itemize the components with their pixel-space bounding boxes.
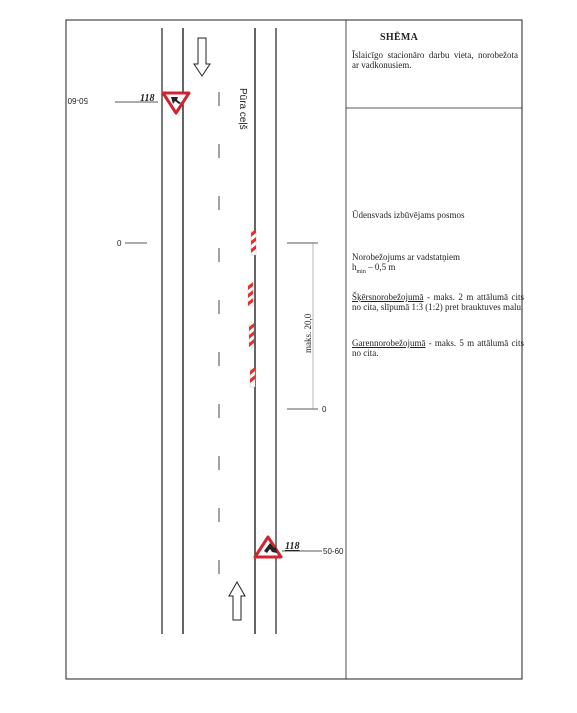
marker-label-bottom-right: 50-60 <box>323 547 344 556</box>
legend-long-note <box>352 338 524 358</box>
legend-cross-term: Šķērsnorobežojumā <box>352 292 424 302</box>
barrier-segment <box>250 367 255 387</box>
marker-label-left-zero: 0 <box>117 239 122 248</box>
arrow-down-icon <box>194 38 210 76</box>
legend-title: SHĒMA <box>380 32 419 43</box>
legend-intro: Īslaicīgo stacionāro darbu vieta, norobežota ar vadkonusiem. <box>352 50 518 70</box>
barrier-segment <box>248 282 253 306</box>
legend-long-term: Garennorobežojumā <box>352 338 426 348</box>
dimension-label: maks. 20,0 <box>303 313 313 353</box>
legend-barrier-sub: min <box>356 268 366 275</box>
road-name: Pūra ceļš <box>237 88 248 130</box>
sign-number-top: 118 <box>140 93 155 104</box>
legend-cross-note <box>352 292 524 312</box>
sign-number-bottom: 118 <box>285 541 300 552</box>
marker-label-right-zero: 0 <box>322 405 327 414</box>
barrier-segment <box>251 229 256 255</box>
warning-sign-bottom <box>255 537 281 557</box>
legend-barrier-line1: Norobežojums ar vadstatņiem <box>352 252 460 262</box>
legend-water-note: Ūdensvads izbūvējams posmos <box>352 210 465 220</box>
arrow-up-icon <box>229 582 245 620</box>
barrier-segment <box>249 323 254 347</box>
legend-barrier-h: h <box>352 262 357 272</box>
legend-barrier-note <box>352 252 524 277</box>
warning-sign-top <box>163 93 189 113</box>
marker-label-top-left: 50-60 <box>67 96 88 105</box>
legend-barrier-value: – 0,5 m <box>365 262 396 272</box>
legend-cross-text: - maks. 2 m attālumā cits no cita, slīpumā 1:3 (1:2) pret brauktuves malu. <box>352 292 524 312</box>
legend-long-text: - maks. 5 m attālumā cits no cita. <box>352 338 524 358</box>
